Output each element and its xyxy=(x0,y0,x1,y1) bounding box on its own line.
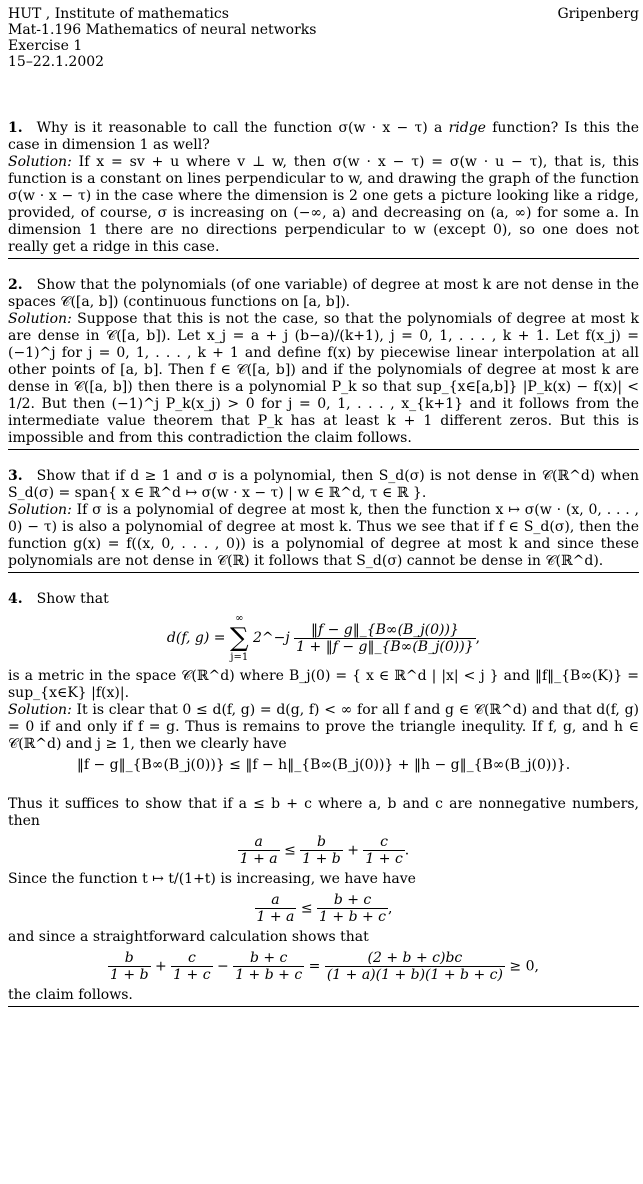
course-title: Mat-1.196 Mathematics of neural networks xyxy=(8,22,317,38)
problem-3-solution: Solution: If σ is a polynomial of degree at most k, then the function x ↦ σ(w · (x, 0, . . . , 0) − τ) is also a polynomial of degree at most k. Thus we see that if f ∈ S_d(σ), then the function g(x) = f((x, 0, . . . , 0)) is a polynomial of degree at most k and since these polynomials are not dense in 𝒞(ℝ) it follows that S_d(σ) cannot be dense in 𝒞(ℝ^d). xyxy=(8,502,639,569)
problem-2 xyxy=(8,277,639,447)
problem-number: 1. xyxy=(8,120,23,136)
problem-number: 2. xyxy=(8,277,23,293)
solution-label: Solution: xyxy=(8,311,72,327)
problem-1-question: 1. Why is it reasonable to call the function σ(w · x − τ) a ridge function? Is this the case in dimension 1 as well? xyxy=(8,120,639,153)
calculation-text: and since a straightforward calculation shows that xyxy=(8,929,369,945)
metric-fraction: $\frac{‖f - g‖\_\{B\infty(B\_j(0))\}}{1 + ‖f - g‖\_\{B\infty(B\_j(0))\}}$ xyxy=(296,621,474,655)
abc-formula: $\frac{a}{1 + a}$ ≤ $\frac{b}{1 + b}$ + $\frac{c}{1 + c}$ . xyxy=(239,834,410,867)
increasing-text: Since the function t ↦ t/(1+t) is increasing, we have have xyxy=(8,871,416,887)
problem-3-question: 3. Show that if d ≥ 1 and σ is a polynomial, then S_d(σ) is not dense in 𝒞(ℝ^d) when S_d(σ) = span{ x ∈ ℝ^d ↦ σ(w · x − τ) | w ∈ ℝ^d, τ ∈ ℝ }. xyxy=(8,468,639,501)
document-page xyxy=(8,6,639,1025)
document-header xyxy=(8,6,639,70)
problem-2-question: 2. Show that the polynomials (of one variable) of degree at most k are not dense in the spaces 𝒞([a, b]) (continuous functions on [a, b]). xyxy=(8,277,639,310)
institute-name: HUT , Institute of mathematics xyxy=(8,6,229,22)
solution-label: Solution: xyxy=(8,502,72,518)
problem-4-question: 4. Show that xyxy=(8,591,109,607)
exercise-title: Exercise 1 xyxy=(8,38,83,54)
divider xyxy=(8,258,639,259)
calculation-formula: $\frac{b}{1 + b}$ + $\frac{c}{1 + c}$ − $\frac{b + c}{1 + b + c}$ = $\frac{(2 + b + c)bc}{(1 + a)(1 + b)(1 + b + c)}$ ≥ 0, xyxy=(110,950,539,983)
solution-label: Solution: xyxy=(8,702,72,718)
metric-formula: d(f, g) = ∞ ∑ j=1 2^−j $\frac{‖f - g‖\_\{B\infty(B\_j(0))\}}{1 + ‖f - g‖\_\{B\infty(B\_j(0))\}}$ , xyxy=(166,613,481,663)
problem-number: 4. xyxy=(8,591,23,607)
conclusion-text: the claim follows. xyxy=(8,987,133,1003)
increasing-formula: $\frac{a}{1 + a}$ ≤ $\frac{b + c}{1 + b + c}$ , xyxy=(256,892,393,925)
solution-label: Solution: xyxy=(8,154,72,170)
problem-4-solution: Solution: It is clear that 0 ≤ d(f, g) = d(g, f) < ∞ for all f and g ∈ 𝒞(ℝ^d) and that d(f, g) = 0 if and only if f = g. Thus is remains to prove the triangle inequlity. If f, g, and h ∈ 𝒞(ℝ^d) and j ≥ 1, then we clearly have xyxy=(8,702,639,752)
author-name: Gripenberg xyxy=(557,6,639,22)
exercise-dates: 15–22.1.2002 xyxy=(8,54,105,70)
abc-text: Thus it suffices to show that if a ≤ b + c where a, b and c are nonnegative numbers, then xyxy=(8,796,639,829)
divider xyxy=(8,449,639,450)
problem-2-solution: Solution: Suppose that this is not the case, so that the polynomials of degree at most k are dense in 𝒞([a, b]). Let x_j = a + j (b−a)/(k+1), j = 0, 1, . . . , k + 1. Let f(x_j) = (−1)^j for j = 0, 1, . . . , k + 1 and define f(x) by piecewise linear interpolation at all other points of [a, b]. Then f ∈ 𝒞([a, b]) and if the polynomials of degree at most k are dense in 𝒞([a, b]) then there is a polynomial P_k so that sup_{x∈[a,b]} |P_k(x) − f(x)| < 1/2. But then (−1)^j P_k(x_j) > 0 for j = 0, 1, . . . , x_{k+1} and it follows from the intermediate value theorem that P_k has at least k + 1 different zeros. But this is impossible and from this contradiction the claim follows. xyxy=(8,311,639,446)
sum-operator: ∞ ∑ j=1 xyxy=(229,613,249,663)
problem-3 xyxy=(8,468,639,570)
problem-1 xyxy=(8,120,639,256)
problem-number: 3. xyxy=(8,468,23,484)
problem-4 xyxy=(8,591,639,1004)
metric-space-text: is a metric in the space 𝒞(ℝ^d) where B_j(0) = { x ∈ ℝ^d | |x| < j } and ‖f‖_{B∞(K)} = sup_{x∈K} |f(x)|. xyxy=(8,668,639,701)
triangle-inequality-formula: ‖f − g‖_{B∞(B_j(0))} ≤ ‖f − h‖_{B∞(B_j(0))} + ‖h − g‖_{B∞(B_j(0))}. xyxy=(76,757,571,773)
problem-1-solution: Solution: If x = sv + u where v ⊥ w, then σ(w · x − τ) = σ(w · u − τ), that is, this function is a constant on lines perpendicular to w, and drawing the graph of the function σ(w · x − τ) in the case where the dimension is 2 one gets a picture looking like a ridge, provided, of course, σ is increasing on (−∞, a) and decreasing on (a, ∞) for some a. In dimension 1 there are no directions perpendicular to w (except 0), so one does not really get a ridge in this case. xyxy=(8,154,639,255)
divider xyxy=(8,572,639,573)
divider xyxy=(8,1006,639,1007)
